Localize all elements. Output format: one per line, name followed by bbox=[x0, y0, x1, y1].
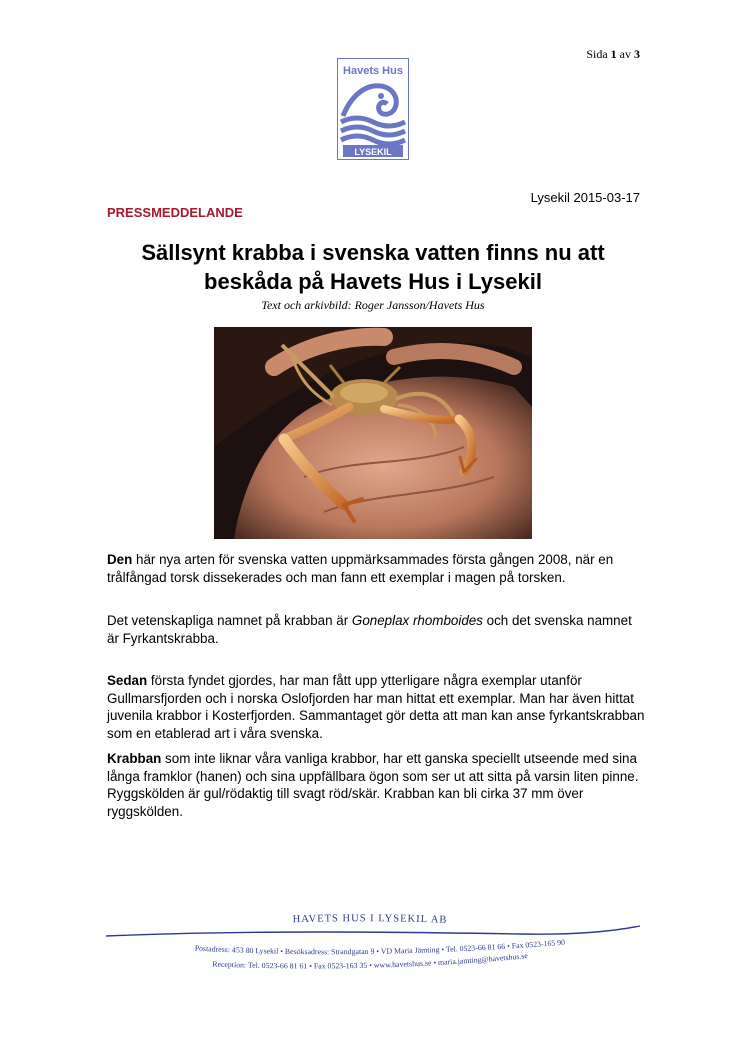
company-footer bbox=[100, 912, 646, 982]
paragraph-discovery bbox=[107, 551, 647, 586]
page-number bbox=[586, 47, 640, 62]
paragraph-appearance bbox=[107, 750, 647, 820]
paragraph-species-name bbox=[107, 612, 647, 647]
paragraph-findings bbox=[107, 672, 647, 742]
date-line: Lysekil 2015-03-17 bbox=[530, 190, 640, 205]
page-of: av bbox=[619, 47, 631, 61]
p4-text: som inte liknar våra vanliga krabbor, har ett ganska speciellt utseende med sina långa framklor (hanen) och sina uppfällbara ögon som ser ut att sitta på varsin liten pinne. Ryggskölden är gul/rödaktig till svagt röd/skär. Krabban kan bli cirka 37 mm över ryggskölden. bbox=[107, 751, 639, 819]
headline bbox=[60, 238, 686, 296]
p1-text: här nya arten för svenska vatten uppmärksammades första gången 2008, när en trålfångad torsk dissekerades och man fann ett exemplar i magen på torsken. bbox=[107, 552, 614, 585]
fish-eye bbox=[378, 93, 384, 99]
footer-rule bbox=[106, 926, 640, 936]
headline-line-1: Sällsynt krabba i svenska vatten finns nu att bbox=[141, 240, 605, 265]
headline-line-2: beskåda på Havets Hus i Lysekil bbox=[204, 269, 542, 294]
footer-line-1: Postadress: 453 80 Lysekil • Besöksadress: Strandgatan 9 • VD Maria Jämting • Tel. 0523-66 81 66 • Fax 0523-165 90 bbox=[194, 937, 566, 957]
page-current: 1 bbox=[610, 47, 617, 61]
logo-bottom-text: LYSEKIL bbox=[354, 147, 392, 157]
p1-lead: Den bbox=[107, 552, 133, 567]
logo-top-text: Havets Hus bbox=[343, 65, 403, 77]
press-release-label: PRESSMEDDELANDE bbox=[107, 205, 243, 220]
page-total: 3 bbox=[634, 47, 640, 61]
p2-before: Det vetenskapliga namnet på krabban är bbox=[107, 613, 352, 628]
p3-lead: Sedan bbox=[107, 673, 148, 688]
havets-hus-logo bbox=[337, 58, 409, 160]
p2-after: och det svenska namnet är Fyrkantskrabba. bbox=[107, 613, 632, 646]
footer-company: HAVETS HUS I LYSEKIL AB bbox=[292, 913, 448, 926]
p3-text: första fyndet gjordes, har man fått upp ytterligare några exemplar utanför Gullmarsfjorden och i norska Oslofjorden har man hittat ett exemplar. Man har även hittat juvenila krabbor i Kosterfjorden. Sammantaget gör detta att man kan anse fyrkantskrabban som en etablerad art i våra svenska. bbox=[107, 673, 645, 741]
page-prefix: Sida bbox=[586, 47, 608, 61]
species-name: Goneplax rhomboides bbox=[351, 613, 483, 628]
crab-in-hand-photo bbox=[214, 327, 532, 539]
footer-line-2: Reception: Tel. 0523-66 81 61 • Fax 0523-163 35 • www.havetshus.se • maria.jamting@havetshus.se bbox=[212, 950, 529, 971]
p4-lead: Krabban bbox=[107, 751, 162, 766]
photo-credit: Text och arkivbild: Roger Jansson/Havets Hus bbox=[261, 298, 485, 312]
